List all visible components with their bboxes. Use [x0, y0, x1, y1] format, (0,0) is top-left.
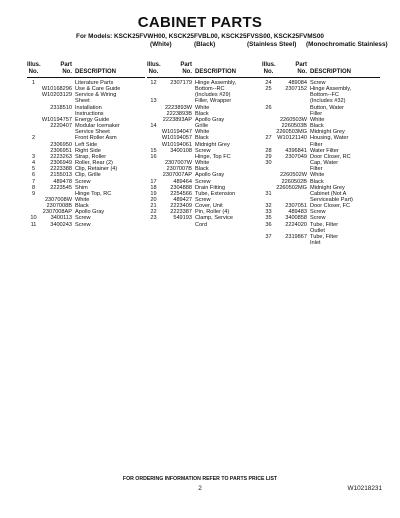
part-number: 3400108 [170, 147, 192, 154]
part-description: Black [195, 166, 209, 173]
part-number: 2224020 [285, 221, 307, 228]
part-row [27, 222, 145, 228]
part-description: Drain Fitting [195, 184, 226, 191]
part-number: 489084 [288, 80, 307, 86]
part-description: Use & Care Guide [75, 86, 121, 93]
part-number: 2307007B [166, 166, 192, 173]
illus-number: 30 [265, 160, 272, 167]
illus-number: 29 [265, 153, 272, 160]
part-number: 2155013 [50, 172, 72, 179]
part-description: Door Closer, FC [310, 203, 351, 210]
document-number: W10218231 [347, 485, 382, 492]
part-description: Inlet [310, 240, 321, 247]
part-description: Clip, Retainer (4) [75, 166, 118, 173]
part-description: Screw [310, 209, 326, 216]
illus-number: 37 [265, 233, 272, 240]
illus-number: 19 [150, 190, 157, 197]
part-number: 2319867 [285, 233, 307, 240]
illus-number: 26 [265, 104, 272, 111]
part-description: Bottom--FC [310, 92, 339, 99]
part-number: 2260502W [279, 172, 307, 179]
header-illus-no: No. [148, 69, 159, 75]
part-number: W10194757 [41, 116, 72, 123]
illus-number: 28 [265, 147, 272, 154]
illus-number: 13 [150, 98, 157, 105]
illus-number: 21 [150, 203, 157, 210]
header-description: DESCRIPTION [310, 69, 352, 75]
part-description: Black [195, 135, 209, 142]
part-description: Literature Parts [75, 80, 114, 86]
part-number: 2306950 [50, 141, 72, 148]
part-description: Screw [310, 80, 326, 86]
part-number: 2223893W [164, 104, 192, 111]
part-description: White [195, 104, 210, 111]
part-number: 489464 [173, 178, 192, 185]
part-number: W10121140 [277, 135, 307, 142]
part-description: Service & Wiring [75, 92, 117, 99]
header-illus: Illus. [27, 62, 41, 68]
part-description: Sheet [75, 98, 90, 105]
part-number: 2306949 [50, 160, 72, 167]
part-number: 2260503B [281, 123, 307, 130]
part-number: 2254566 [170, 190, 192, 197]
part-description: Hinge Assembly, [310, 86, 352, 93]
part-number: W10194061 [161, 141, 192, 148]
illus-number: 36 [265, 221, 272, 228]
part-description: (Includes #29) [195, 92, 231, 99]
part-description: Screw [75, 178, 91, 185]
part-number: 2223893AP [162, 116, 192, 123]
part-description: Energy Guide [75, 116, 110, 123]
part-description: Serviceable Part) [310, 196, 353, 203]
part-description: Filler [310, 110, 323, 117]
part-description: Screw [310, 215, 326, 222]
part-description: Clip, Grille [75, 172, 101, 179]
illus-number: 35 [265, 215, 272, 222]
part-description: Modular Icemaker [75, 123, 120, 130]
header-rule [147, 77, 265, 78]
illus-number: 15 [150, 147, 157, 154]
part-description: Housing, Water [310, 135, 349, 142]
part-description: Screw [75, 215, 91, 222]
part-number: 2260503MG [276, 129, 307, 136]
part-description: Screw [75, 221, 91, 228]
part-description: Apollo Gray [195, 172, 225, 179]
ordering-note: FOR ORDERING INFORMATION REFER TO PARTS PRICE LIST [122, 476, 278, 482]
part-description: White [310, 172, 325, 179]
part-description: Installation [75, 104, 102, 111]
part-number: 2223409 [170, 203, 192, 210]
part-description: Tube, Filter [310, 221, 339, 228]
page-title: CABINET PARTS [137, 14, 263, 31]
part-description: Filter [310, 166, 323, 173]
part-description: Right Side [75, 147, 101, 154]
part-number: 2307051 [285, 203, 307, 210]
part-number: 2223893B [166, 110, 192, 117]
part-description: Left Side [75, 141, 98, 148]
part-description: White [195, 160, 210, 167]
part-description: Black [75, 203, 89, 210]
illus-number: 4 [31, 160, 36, 167]
parts-column-3 [262, 62, 380, 246]
part-description: Black [195, 110, 209, 117]
part-description: Button, Water [310, 104, 344, 111]
part-description: Shim [75, 184, 88, 191]
illus-number: 8 [31, 184, 36, 191]
part-number: 2220407 [50, 123, 72, 130]
header-part-no: No. [62, 69, 72, 75]
part-description: Screw [195, 178, 211, 185]
part-description: Midnight Grey [310, 129, 345, 136]
header-rule [27, 77, 145, 78]
part-description: Screw [195, 196, 211, 203]
part-number: 489483 [288, 209, 307, 216]
part-description: Tube, Filter [310, 233, 339, 240]
illus-number: 14 [150, 123, 157, 130]
part-number: 2260502B [281, 178, 307, 185]
part-number: W10203129 [41, 92, 72, 99]
illus-number: 16 [150, 153, 157, 160]
part-description: Cabinet (Not A [310, 190, 347, 197]
illus-number: 18 [150, 184, 157, 191]
part-number: 2260502MG [276, 184, 307, 191]
part-description: Strap, Roller [75, 153, 107, 160]
part-number [160, 222, 195, 228]
illus-number [147, 222, 160, 228]
illus-number: 3 [31, 153, 36, 160]
part-number: 2307007W [164, 160, 192, 167]
illus-number: 27 [265, 135, 272, 142]
part-description: Hinge Top, RC [75, 190, 112, 197]
part-description: Black [310, 123, 324, 130]
part-number: 2223387 [170, 209, 192, 216]
part-description: Hinge, Top FC [195, 153, 231, 160]
illus-number: 22 [150, 209, 157, 216]
part-number: 2307179 [170, 80, 192, 86]
part-description: (Includes #32) [310, 98, 346, 105]
header-part-no: No. [182, 69, 192, 75]
part-number: W10194047 [161, 129, 192, 136]
illus-number: 2 [31, 135, 36, 142]
header-illus-no: No. [263, 69, 274, 75]
variant-white: (White) [150, 41, 172, 48]
illus-number: 9 [31, 190, 36, 197]
header-description: DESCRIPTION [75, 69, 117, 75]
models-line: For Models: KSCK25FVWH00, KSCK25FVBL00, KSCK25FVSS00, KSCK25FVMS00 [76, 33, 324, 40]
part-number: 2307008B [46, 203, 72, 210]
part-number: 2223263 [50, 153, 72, 160]
part-number: 549193 [173, 215, 192, 222]
part-description: Cover, Unit [195, 203, 223, 210]
illus-number: 24 [265, 80, 272, 86]
part-description: White [75, 196, 90, 203]
header-description: DESCRIPTION [195, 69, 237, 75]
part-number: 3400113 [50, 215, 72, 222]
column-header [262, 62, 380, 76]
part-number: 2260503W [279, 116, 307, 123]
illus-number: 7 [31, 178, 36, 185]
header-part: Part [180, 62, 192, 68]
part-number: 2318510 [50, 104, 72, 111]
part-number: 2307152 [285, 86, 307, 93]
part-number: 489427 [173, 196, 192, 203]
part-number: 2307049 [285, 153, 307, 160]
part-description: Hinge Assembly, [195, 80, 237, 86]
part-row [262, 240, 380, 246]
part-description: Clamp, Service [195, 215, 233, 222]
illus-number: 17 [150, 178, 157, 185]
part-description: Midnight Grey [195, 141, 230, 148]
illus-number: 5 [31, 166, 36, 173]
part-number: 2307007AP [162, 172, 192, 179]
header-illus: Illus. [147, 62, 161, 68]
part-description: Roller, Rear (2) [75, 160, 113, 167]
part-row [147, 222, 265, 228]
column-header [147, 62, 265, 76]
header-illus: Illus. [262, 62, 276, 68]
part-description: Door Closer, RC [310, 153, 351, 160]
part-description: Service Sheet [75, 129, 110, 136]
part-description: Water Filter [310, 147, 339, 154]
part-description: Filter [310, 141, 323, 148]
part-description: Pin, Roller (4) [195, 209, 230, 216]
part-description: Bottom--RC [195, 86, 225, 93]
page-number: 2 [198, 485, 202, 492]
illus-number: 33 [265, 209, 272, 216]
illus-number: 11 [30, 221, 37, 228]
column-header [27, 62, 145, 76]
part-number: 2307008AP [42, 209, 72, 216]
part-description: Apollo Gray [195, 116, 225, 123]
part-number: 2307008W [44, 196, 72, 203]
illus-number: 25 [265, 86, 272, 93]
part-description: Midnight Grey [310, 184, 345, 191]
illus-number: 20 [150, 196, 157, 203]
part-description: Black [310, 178, 324, 185]
model-variants [0, 41, 400, 51]
part-description: Instructions [75, 110, 104, 117]
part-description: Cord [195, 221, 208, 228]
illus-number: 32 [265, 203, 272, 210]
parts-column-2 [147, 62, 265, 228]
part-number: W10194057 [161, 135, 192, 142]
illus-number: 31 [265, 190, 272, 197]
parts-column-1 [27, 62, 145, 228]
illus-number: 10 [30, 215, 37, 222]
illus-number: 12 [150, 80, 157, 86]
part-number [275, 240, 310, 246]
header-part: Part [295, 62, 307, 68]
illus-number [262, 240, 275, 246]
part-number: 2304888 [170, 184, 192, 191]
header-part: Part [60, 62, 72, 68]
variant-stainless: (Stainless Steel) [247, 41, 297, 48]
part-number: 2223388 [50, 166, 72, 173]
part-description: Cap, Water [310, 160, 339, 167]
part-number: 489478 [53, 178, 72, 185]
part-description: White [310, 116, 325, 123]
part-number: 3400858 [285, 215, 307, 222]
illus-number: 23 [150, 215, 157, 222]
part-description: Outlet [310, 227, 325, 234]
header-illus-no: No. [28, 69, 39, 75]
part-description: Apollo Gray [75, 209, 105, 216]
part-description: Front Roller Asm [75, 135, 117, 142]
header-rule [262, 77, 380, 78]
part-number: 4396841 [285, 147, 307, 154]
part-number: W10168296 [41, 86, 72, 93]
header-part-no: No. [297, 69, 307, 75]
illus-number: 1 [31, 80, 36, 86]
part-description: Filler, Wrapper [195, 98, 232, 105]
part-number: 2223545 [50, 184, 72, 191]
variant-black: (Black) [194, 41, 216, 48]
part-description: Grille [195, 123, 209, 130]
part-description: White [195, 129, 210, 136]
part-number: 3400243 [50, 221, 72, 228]
part-description: Screw [195, 147, 211, 154]
variant-monochromatic: (Monochromatic Stainless) [306, 41, 388, 48]
illus-number: 6 [31, 172, 36, 179]
part-number: 2306951 [50, 147, 72, 154]
part-description: Tube, Extension [195, 190, 236, 197]
